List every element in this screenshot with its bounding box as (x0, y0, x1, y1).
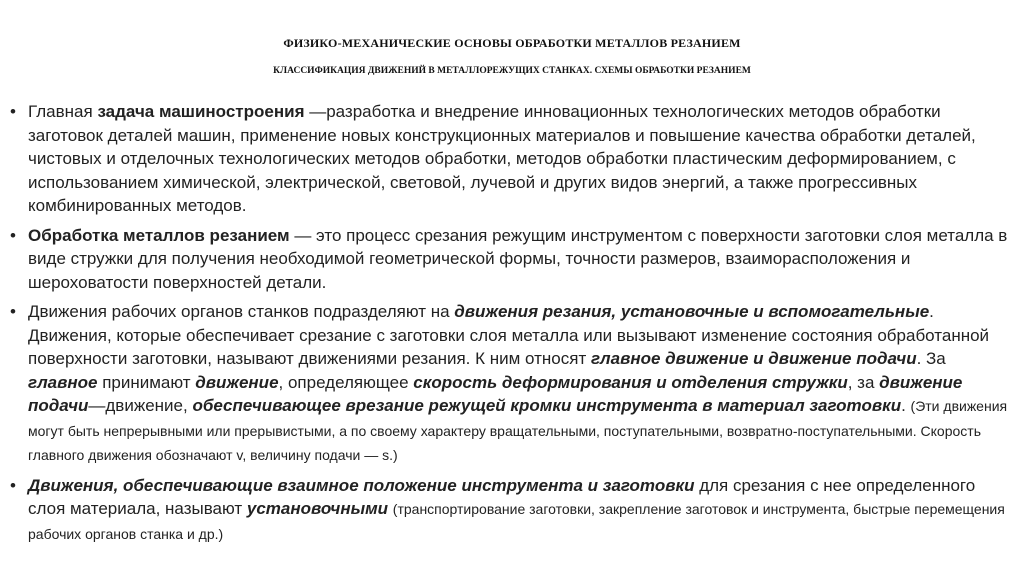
bullet-bold: задача машиностроения (97, 102, 305, 121)
bullet-bold-italic: главное (28, 372, 98, 392)
bullet-note: (транспортирование заготовки, закрепление заготовок и инструмента, быстрые перемещения рабочих органов станка и др.) (28, 501, 1005, 542)
bullet-note: (Эти движения могут быть непрерывными или прерывистыми, а по своему характеру вращательными, поступательными, возвратно-поступательными. Скорость главного движения обозначают v, величину подачи — s.) (28, 398, 1008, 463)
bullet-icon: • (10, 102, 16, 121)
bullet-text: —разработка и внедрение инновационных технологических методов обработки заготовок деталей машин, применение новых конструкционных материалов и повышение качества обработки деталей, чистовых и отделочных технологических методов обработки, методов обработки пластическим деформированием, с использованием химической, электрической, световой, лучевой и других видов энергий, а также прогрессивных комбинированных методов. (28, 102, 976, 215)
bullet-bold: Обработка металлов резанием (28, 225, 290, 245)
bullet-bold-italic: Движения, обеспечивающие взаимное положение инструмента и заготовки (28, 475, 695, 495)
bullet-bold-italic: движение подачи (28, 372, 963, 415)
bullet-text: для срезания с нее определенного слоя материала, называют (28, 475, 976, 518)
bullet-icon: • (10, 302, 16, 321)
slide-title: ФИЗИКО-МЕХАНИЧЕСКИЕ ОСНОВЫ ОБРАБОТКИ МЕТАЛЛОВ РЕЗАНИЕМ (283, 36, 741, 50)
slide-subtitle: КЛАССИФИКАЦИЯ ДВИЖЕНИЙ В МЕТАЛЛОРЕЖУЩИХ СТАНКАХ. СХЕМЫ ОБРАБОТКИ РЕЗАНИЕМ (273, 66, 751, 76)
bullet-item-cutting (8, 224, 1012, 295)
bullet-text: Движения рабочих органов станков подразделяют на (28, 302, 455, 321)
bullet-text: принимают (97, 372, 196, 392)
bullet-text: . (901, 396, 911, 415)
bullet-text: Главная (28, 102, 98, 121)
bullet-text: , за (847, 372, 880, 392)
bullet-item-movements (8, 300, 1012, 468)
bullet-item-setup (8, 474, 1012, 547)
bullet-text: —движение, (88, 396, 193, 415)
bullet-bold-italic: обеспечивающее врезание режущей кромки инструмента в материал заготовки (192, 396, 902, 415)
bullet-text: . Движения, которые обеспечивает срезание с заготовки слоя металла или вызывают изменение состояния обработанной поверхности заготовки, называют движениями резания. К ним относят (28, 302, 990, 368)
bullet-bold-italic: установочными (246, 499, 389, 518)
bullet-bold-italic: движения резания, установочные и вспомогательные (454, 302, 930, 321)
bullet-text: , определяющее (278, 372, 414, 392)
bullet-icon: • (10, 225, 16, 245)
bullet-bold-italic: движение (195, 372, 279, 392)
bullet-bold-italic: скорость деформирования и отделения стружки (413, 372, 848, 392)
bullet-item-task (8, 100, 1012, 218)
bullet-icon: • (10, 475, 16, 495)
bullet-text: . За (916, 349, 946, 368)
bullet-list (8, 100, 1012, 552)
bullet-bold-italic: главное движение и движение подачи (590, 349, 917, 368)
bullet-text: — это процесс срезания режущим инструментом с поверхности заготовки слоя металла в виде стружки для получения необходимой геометрической формы, точности размеров, взаиморасположения и шероховатости поверхностей детали. (28, 225, 1008, 292)
